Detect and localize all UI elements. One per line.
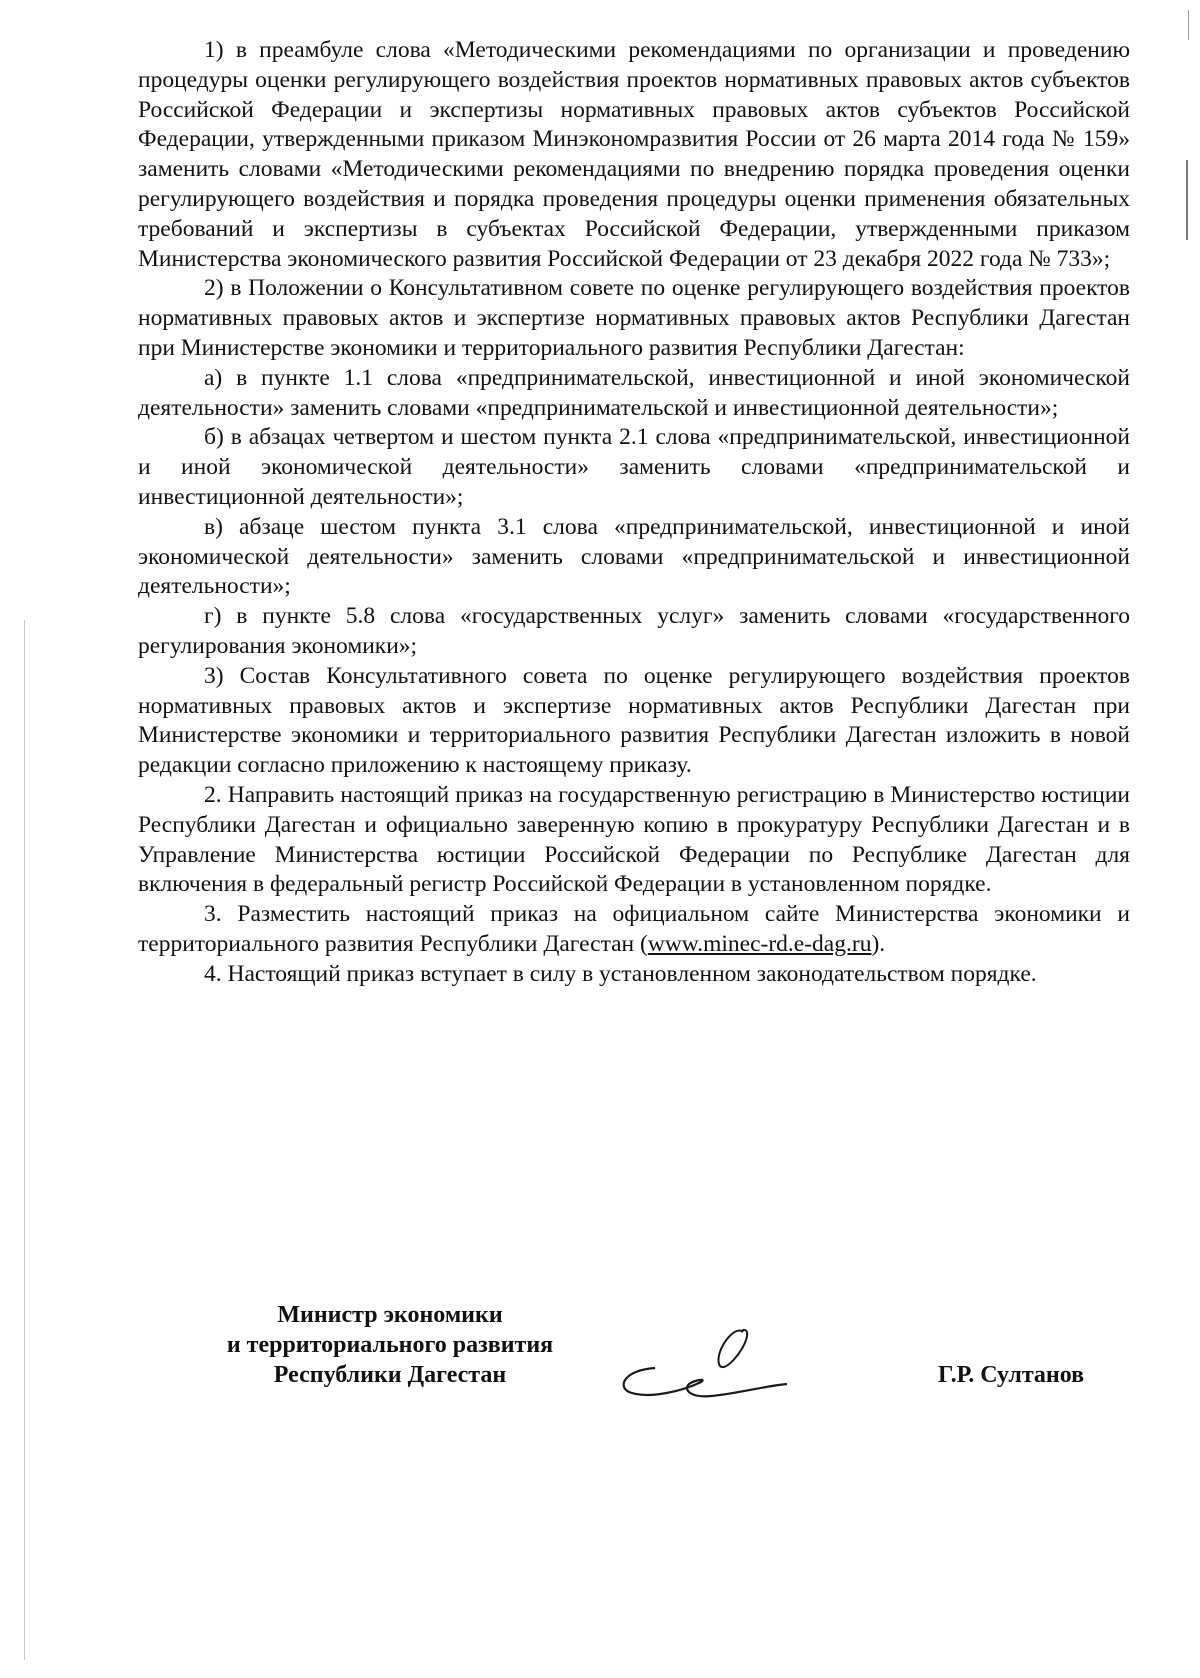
scan-artifact — [1186, 160, 1188, 240]
signatory-title-line: Республики Дагестан — [273, 1362, 507, 1388]
paragraph-composition: 3) Состав Консультативного совета по оценке регулирующего воздействия проектов нормативных правовых актов и экспертизе нормативных актов Республики Дагестан при Министерстве экономики и территориального развития Республики Дагестан изложить в новой редакции согласно приложению к настоящему приказу. — [138, 662, 1130, 779]
paragraph-item-v: в) абзаце шестом пункта 3.1 слова «предпринимательской, инвестиционной и иной экономической деятельности» заменить словами «предпринимательской и инвестиционной деятельности»; — [138, 513, 1130, 600]
handwritten-signature — [615, 1320, 815, 1420]
signatory-title-line: Министр экономики — [277, 1302, 503, 1328]
paragraph-item-b: б) в абзацах четвертом и шестом пункта 2.1 слова «предпринимательской, инвестиционной и иной экономической деятельности» заменить словами «предпринимательской и инвестиционной деятельности»; — [138, 424, 1130, 510]
paragraph-regulation: 2) в Положении о Консультативном совете по оценке регулирующего воздействия проектов нормативных правовых актов и экспертизе нормативных правовых актов Республики Дагестан при Министерстве экономики и территориального развития Республики Дагестан: — [138, 275, 1130, 361]
paragraph-preamble: 1) в преамбуле слова «Методическими рекомендациями по организации и проведению процедуры оценки регулирующего воздействия проектов нормативных правовых актов субъектов Российской Федерации и экспертизы нормативных правовых актов субъектов Российской Федерации, утвержденными приказом Минэкономразвития России от 26 марта 2014 года № 159» заменить словами «Методическими рекомендациями по внедрению порядка проведения оценки регулирующего воздействия и порядка проведения процедуры оценки применения обязательных требований и экспертизы в субъектах Российской Федерации, утвержденными приказом Министерства экономического развития Российской Федерации от 23 декабря 2022 года № 733»; — [138, 37, 1130, 272]
paragraph-effective: 4. Настоящий приказ вступает в силу в установленном законодательством порядке. — [204, 960, 1037, 987]
signatory-title-line: и территориального развития — [226, 1332, 554, 1358]
paragraph-item-a: а) в пункте 1.1 слова «предпринимательской, инвестиционной и иной экономической деятельности» заменить словами «предпринимательской и инвестиционной деятельности»; — [138, 364, 1130, 421]
document-body — [138, 36, 1130, 990]
scan-artifact — [24, 620, 25, 1660]
publish-text: 3. Разместить настоящий приказ на официальном сайте Министерства экономики и территориального развития Республики Дагестан ( — [138, 901, 1130, 957]
paragraph-item-g: г) в пункте 5.8 слова «государственных услуг» заменить словами «государственного регулирования экономики»; — [138, 603, 1130, 659]
paragraph-registration: 2. Направить настоящий приказ на государственную регистрацию в Министерство юстиции Республики Дагестан и официально заверенную копию в прокуратуру Республики Дагестан и в Управление Министерства юстиции Российской Федерации по Республике Дагестан для включения в федеральный регистр Российской Федерации в установленном порядке. — [138, 781, 1130, 898]
signatory-title — [190, 1300, 590, 1390]
signatory-name: Г.Р. Султанов — [938, 1362, 1085, 1388]
scan-artifact — [1188, 10, 1189, 40]
signature-block — [0, 1300, 1200, 1440]
website-link[interactable]: www.minec-rd.e-dag.ru — [647, 930, 872, 957]
publish-suffix: ). — [871, 930, 886, 957]
paragraph-publish — [138, 900, 1130, 960]
